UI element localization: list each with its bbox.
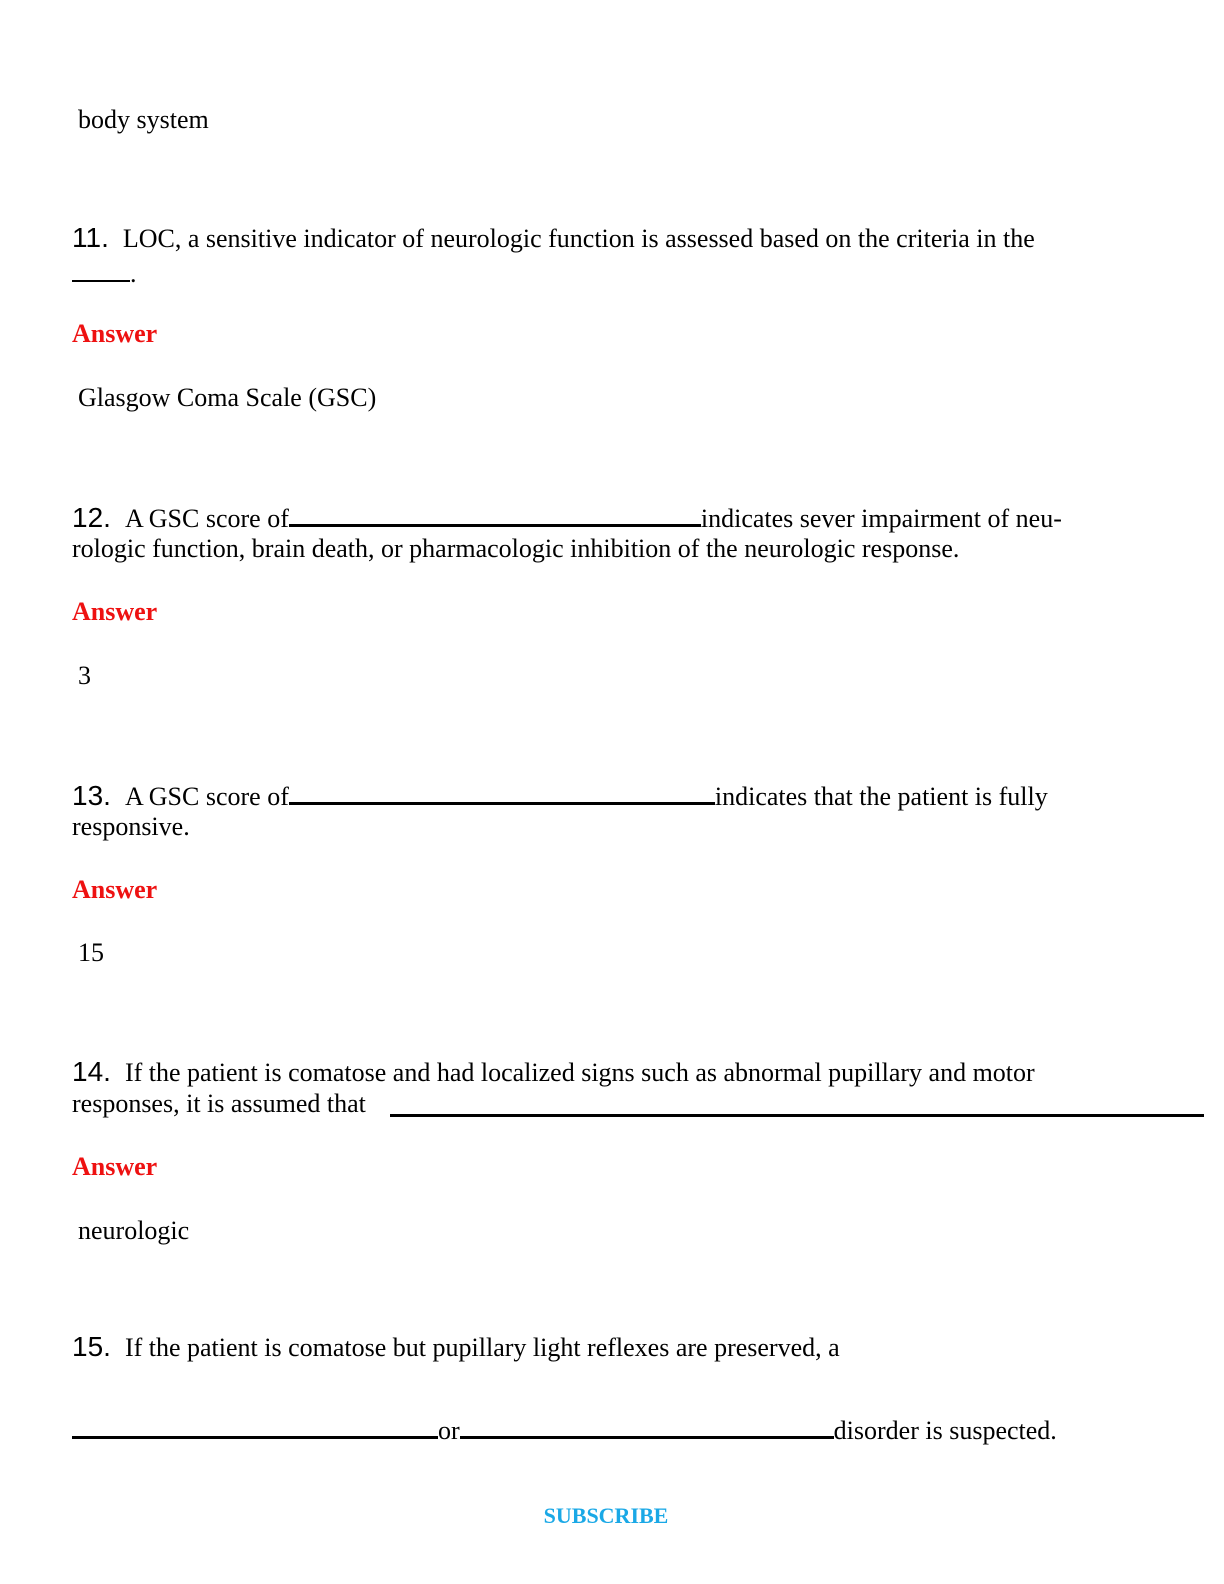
answer-label: Answer: [72, 875, 158, 904]
blank-tail: .: [130, 259, 137, 288]
answer-blank: [289, 778, 715, 805]
previous-answer-text: body system: [78, 105, 209, 134]
question-text: If the patient is comatose and had localized signs such as abnormal pupillary and motor: [124, 1058, 1035, 1087]
question-13: [72, 778, 1048, 813]
answer-label: Answer: [72, 597, 158, 626]
question-15-line-2: [72, 1412, 1057, 1447]
question-13-line-2: responsive.: [72, 812, 190, 841]
question-text: A GSC score of: [124, 504, 289, 533]
question-11-blank-line: [72, 258, 137, 290]
answer-text: 3: [78, 661, 91, 690]
question-text: indicates sever impairment of neu-: [700, 504, 1062, 533]
question-text: If the patient is comatose but pupillary light reflexes are preserved, a: [124, 1333, 840, 1362]
question-number: 11.: [72, 222, 109, 253]
answer-blank: [460, 1412, 834, 1439]
answer-blank: [390, 1114, 1204, 1117]
answer-label: Answer: [72, 1152, 158, 1181]
question-12-line-2: rologic function, brain death, or pharmacologic inhibition of the neurologic response.: [72, 534, 960, 563]
connector-text: or: [438, 1416, 460, 1445]
question-number: 13.: [72, 780, 111, 811]
question-text: disorder is suspected.: [833, 1416, 1057, 1445]
question-text: A GSC score of: [124, 782, 289, 811]
question-text: indicates that the patient is fully: [714, 782, 1048, 811]
question-12: [72, 500, 1062, 535]
subscribe-link[interactable]: SUBSCRIBE: [543, 1503, 669, 1528]
question-number: 12.: [72, 502, 111, 533]
question-text: responses, it is assumed that: [72, 1089, 366, 1118]
question-11: [72, 222, 1035, 255]
question-number: 15.: [72, 1331, 111, 1362]
answer-blank: [72, 1412, 438, 1439]
answer-blank: [72, 260, 130, 282]
answer-text: 15: [78, 938, 104, 967]
answer-label: Answer: [72, 319, 158, 348]
question-15: [72, 1331, 840, 1364]
question-14: [72, 1056, 1035, 1089]
question-14-line-2: [72, 1088, 366, 1120]
answer-text: Glasgow Coma Scale (GSC): [78, 383, 377, 412]
answer-text: neurologic: [78, 1216, 190, 1245]
question-number: 14.: [72, 1056, 111, 1087]
question-text: LOC, a sensitive indicator of neurologic function is assessed based on the criteria in the: [122, 224, 1035, 253]
answer-blank: [289, 500, 701, 527]
